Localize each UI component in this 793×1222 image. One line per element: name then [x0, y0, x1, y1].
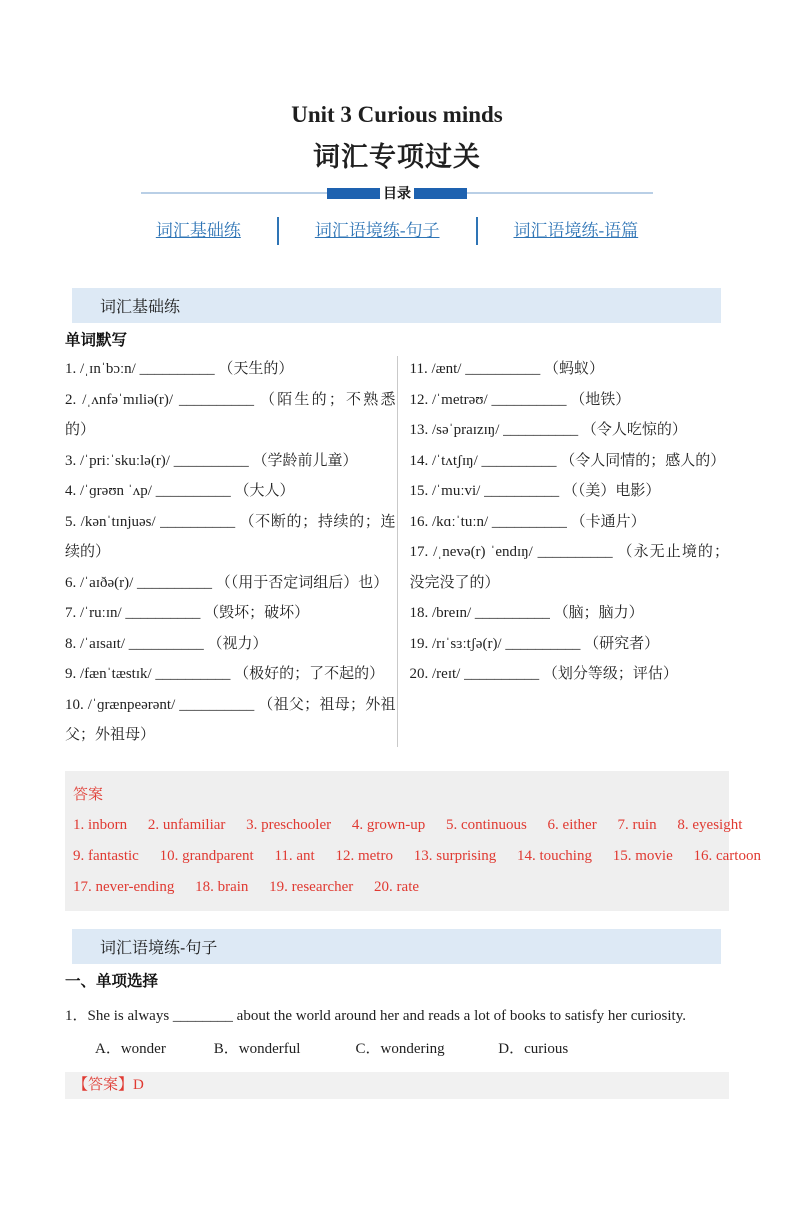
vocab-item-5: 5. /kənˈtɪnjuəs/ __________ （不断的；持续的；连续的）	[65, 513, 396, 560]
vocab-item-9: 9. /fænˈtæstɪk/ __________ （极好的；了不起的）	[65, 666, 385, 682]
toc-links	[65, 216, 729, 246]
section-header-label: 词汇基础练	[100, 299, 181, 316]
section-header-label: 词汇语境练-句子	[100, 939, 218, 957]
vocab-item-16: 16. /kɑːˈtuːn/ __________ （卡通片）	[409, 513, 646, 530]
answer-15: 15. movie	[612, 847, 673, 864]
vocab-column-right	[398, 354, 730, 751]
answers-line-1	[73, 810, 743, 841]
answers-block	[65, 771, 761, 911]
answer-3: 3. preschooler	[246, 816, 332, 833]
question-1-options	[65, 1033, 729, 1065]
vocab-item-15: 15. /ˈmuːvi/ __________ （（美）电影）	[409, 483, 661, 499]
answer-6: 6. either	[547, 816, 597, 833]
vocab-item-11: 11. /ænt/ __________ （蚂蚁）	[409, 361, 604, 377]
answer-7: 7. ruin	[617, 816, 657, 833]
question-1-text: 1．She is always ________ about the world around her and reads a lot of books to satisfy her curiosity.	[65, 1007, 686, 1024]
answer-14: 14. touching	[516, 847, 592, 864]
answer-18: 18. brain	[195, 878, 249, 895]
option-d: D．curious	[498, 1040, 569, 1057]
subheading-word-dictation: 单词默写	[65, 332, 128, 349]
section-header-vocab-sentence	[72, 929, 721, 964]
page-subtitle: 词汇专项过关	[313, 142, 481, 172]
answer-8: 8. eyesight	[677, 816, 743, 833]
toc-rule-line-left	[141, 192, 327, 194]
vocab-item-3: 3. /ˈpriːˈskuːlə(r)/ __________ （学龄前儿童）	[65, 452, 358, 469]
answer-16: 16. cartoon	[693, 847, 761, 864]
answer-4: 4. grown-up	[351, 816, 426, 833]
vocab-item-4: 4. /ˈɡrəʊn ˈʌp/ __________ （大人）	[65, 483, 295, 499]
word-dictation-list	[65, 354, 729, 751]
toc-rule-bar-left	[327, 188, 380, 199]
toc-divider-rule	[65, 184, 729, 202]
toc-link-vocab-sentence[interactable]: 词汇语境练-句子	[314, 221, 440, 240]
answer-5: 5. continuous	[445, 816, 527, 833]
vocab-item-6: 6. /ˈaɪðə(r)/ __________ （（用于否定词组后）也）	[65, 574, 389, 591]
answer-20: 20. rate	[374, 878, 420, 895]
vocab-column-left	[65, 354, 396, 751]
answers-line-3	[73, 872, 729, 903]
answer-2: 2. unfamiliar	[147, 816, 226, 833]
vocab-item-10: 10. /ˈɡrænpeərənt/ __________ （祖父；祖母；外祖父；外祖母）	[65, 696, 396, 743]
toc-link-divider	[277, 217, 279, 245]
toc-link-vocab-passage[interactable]: 词汇语境练-语篇	[513, 221, 639, 240]
answers-label: 答案	[73, 786, 104, 803]
toc-rule-bar-right	[414, 188, 467, 199]
vocab-item-8: 8. /ˈaɪsaɪt/ __________ （视力）	[65, 635, 268, 652]
vocab-item-13: 13. /səˈpraɪzɪŋ/ __________ （令人吃惊的）	[409, 422, 687, 438]
option-c: C．wondering	[355, 1040, 445, 1057]
answer-19: 19. researcher	[269, 878, 354, 895]
answer-10: 10. grandparent	[159, 847, 254, 864]
question-1-answer: 【答案】D	[65, 1072, 729, 1099]
vocab-item-2: 2. /ˌʌnfəˈmɪliə(r)/ __________ （陌生的；不熟悉的）	[65, 391, 396, 438]
vocab-item-20: 20. /reɪt/ __________ （划分等级；评估）	[409, 666, 678, 682]
answer-11: 11. ant	[274, 847, 315, 864]
toc-link-divider	[476, 217, 478, 245]
toc-link-vocab-basic[interactable]: 词汇基础练	[155, 221, 241, 240]
option-b: B．wonderful	[213, 1040, 301, 1057]
toc-label: 目录	[380, 184, 414, 202]
vocab-item-14: 14. /ˈtʌtʃɪŋ/ __________ （令人同情的；感人的）	[409, 452, 726, 469]
vocab-item-18: 18. /breɪn/ __________ （脑；脑力）	[409, 605, 644, 621]
answer-12: 12. metro	[335, 847, 393, 864]
answer-13: 13. surprising	[413, 847, 497, 864]
toc-rule-line-right	[467, 192, 653, 194]
subheading-multiple-choice: 一、单项选择	[65, 972, 159, 990]
vocab-item-12: 12. /ˈmetrəʊ/ __________ （地铁）	[409, 391, 631, 408]
answer-1: 1. inborn	[73, 816, 128, 833]
answers-line-2	[73, 841, 761, 872]
document-page	[0, 100, 793, 1222]
section-header-vocab-basic	[72, 288, 721, 323]
answer-9: 9. fantastic	[73, 847, 139, 864]
vocab-item-19: 19. /rɪˈsɜːtʃə(r)/ __________ （研究者）	[409, 635, 660, 652]
answer-17: 17. never-ending	[73, 878, 175, 895]
vocab-item-17: 17. /ˌnevə(r) ˈendɪŋ/ __________ （永无止境的；没完没了的）	[409, 544, 730, 591]
vocab-item-1: 1. /ˌɪnˈbɔːn/ __________ （天生的）	[65, 361, 294, 377]
unit-title: Unit 3 Curious minds	[291, 102, 503, 127]
vocab-item-7: 7. /ˈruːɪn/ __________ （毁坏；破坏）	[65, 605, 310, 621]
option-a: A．wonder	[95, 1040, 166, 1057]
